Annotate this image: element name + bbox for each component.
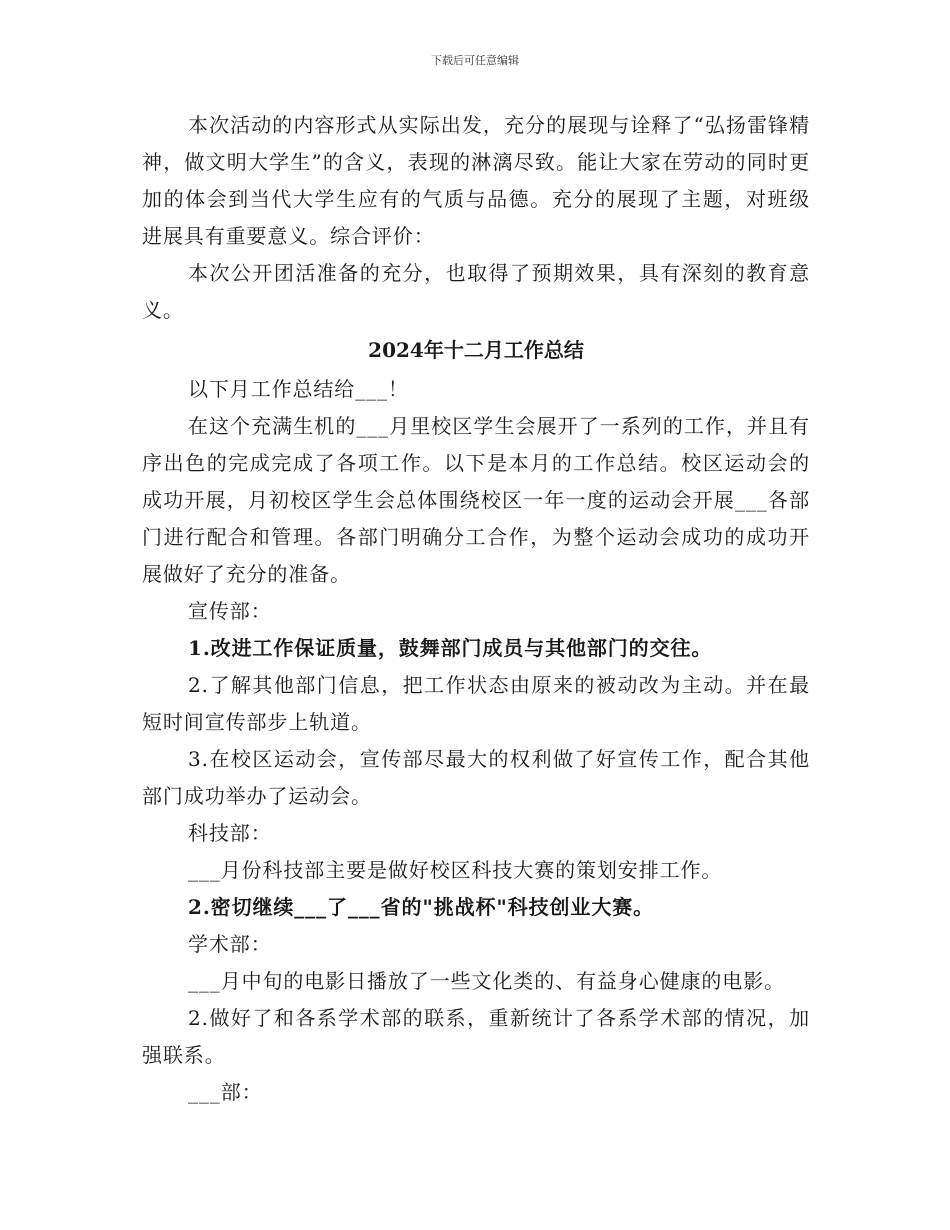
paragraph: 本次公开团活准备的充分，也取得了预期效果，具有深刻的教育意义。 [142, 261, 810, 322]
section-title: 2024年十二月工作总结 [368, 338, 584, 362]
document-body [142, 107, 810, 1111]
paragraph: 本次活动的内容形式从实际出发，充分的展现与诠释了“弘扬雷锋精神，做文明大学生”的含义，表现的淋漓尽致。能让大家在劳动的同时更加的体会到当代大学生应有的气质与品德。充分的展现了主题，对班级进展具有重要意义。综合评价： [142, 113, 810, 248]
list-item: 2.做好了和各系学术部的联系，重新统计了各系学术部的情况，加强联系。 [142, 1006, 810, 1067]
paragraph: 以下月工作总结给___！ [188, 377, 409, 401]
department-heading: ___部： [188, 1080, 263, 1104]
department-heading: 科技部： [188, 821, 272, 845]
list-item: 2.了解其他部门信息，把工作状态由原来的被动改为主动。并在最短时间宣传部步上轨道。 [142, 673, 810, 734]
list-item: 3.在校区运动会，宣传部尽最大的权利做了好宣传工作，配合其他部门成功举办了运动会。 [142, 747, 810, 808]
department-heading: 宣传部： [188, 599, 272, 623]
department-heading: 学术部： [188, 932, 272, 956]
list-item: 1.改进工作保证质量，鼓舞部门成员与其他部门的交往。 [188, 636, 713, 660]
list-item: ___月份科技部主要是做好校区科技大赛的策划安排工作。 [188, 858, 723, 882]
list-item: 2.密切继续___了___省的"挑战杯"科技创业大赛。 [188, 895, 655, 919]
paragraph: 在这个充满生机的___月里校区学生会展开了一系列的工作，并且有序出色的完成完成了各项工作。以下是本月的工作总结。校区运动会的成功开展，月初校区学生会总体围绕校区一年一度的运动会开展___各部门进行配合和管理。各部门明确分工合作，为整个运动会成功的成功开展做好了充分的准备。 [142, 414, 810, 586]
page-header: 下载后可任意编辑 [431, 54, 519, 67]
list-item: ___月中旬的电影日播放了一些文化类的、有益身心健康的电影。 [188, 969, 785, 993]
